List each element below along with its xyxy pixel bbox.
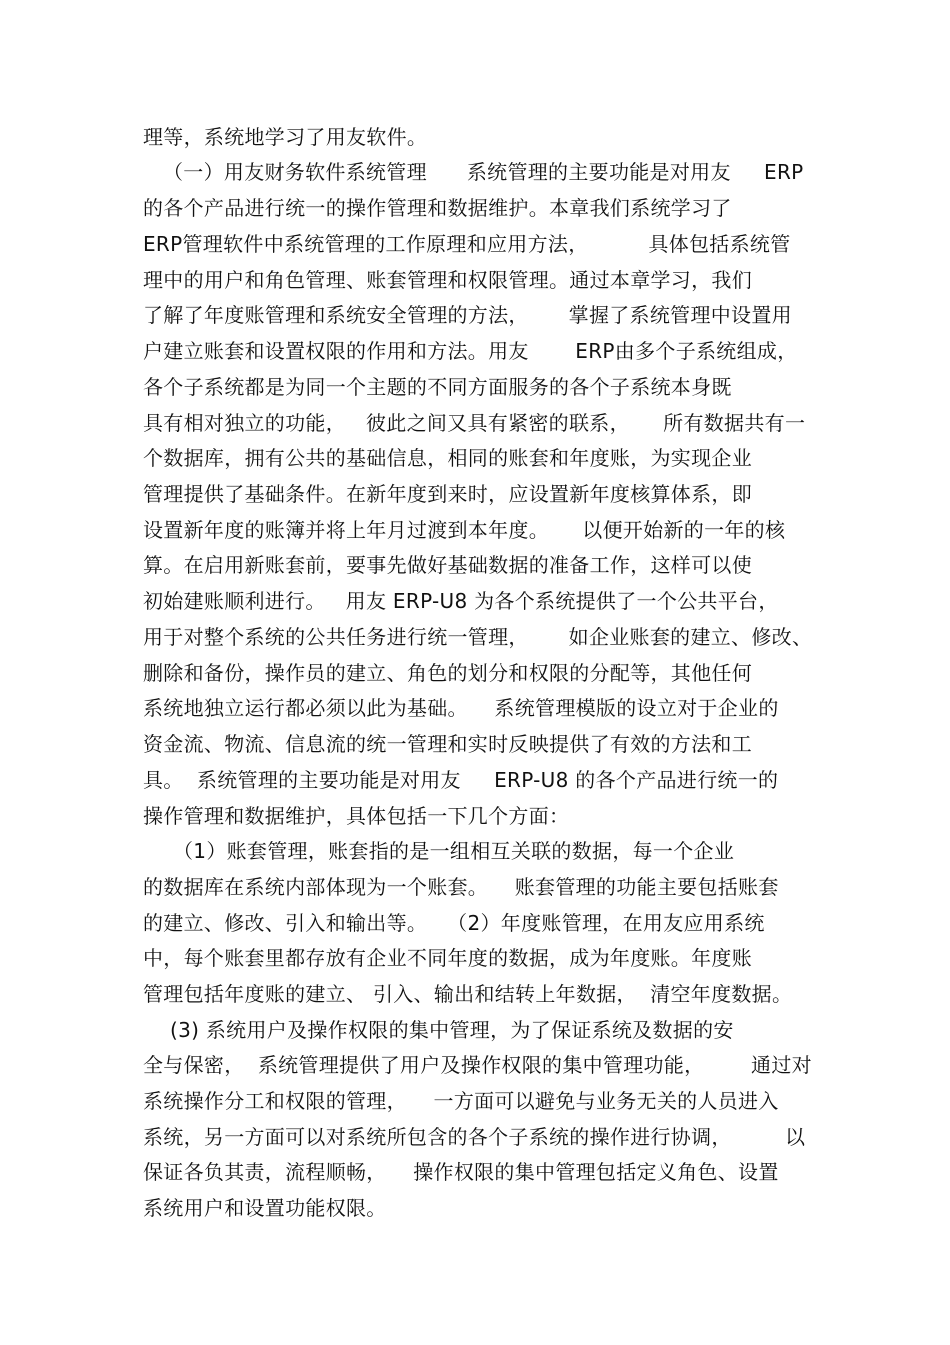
text-line: 的数据库在系统内部体现为一个账套。 账套管理的功能主要包括账套	[143, 875, 779, 899]
text-line: 管理提供了基础条件。在新年度到来时，应设置新年度核算体系，即	[143, 482, 752, 506]
text-line: 管理包括年度账的建立、 引入、输出和结转上年数据， 清空年度数据。	[143, 982, 793, 1006]
text-line: 户建立账套和设置权限的作用和方法。用友 ERP由多个子系统组成，	[143, 339, 798, 363]
text-line: 具。 系统管理的主要功能是对用友 ERP-U8 的各个产品进行统一的	[143, 768, 779, 792]
text-line: 初始建账顺利进行。 用友 ERP-U8 为各个系统提供了一个公共平台，	[143, 589, 779, 613]
text-line: （一）用友财务软件系统管理 系统管理的主要功能是对用友 ERP	[163, 160, 804, 184]
text-line: 具有相对独立的功能， 彼此之间又具有紧密的联系， 所有数据共有一	[143, 411, 806, 435]
text-line: 删除和备份，操作员的建立、角色的划分和权限的分配等，其他任何	[143, 661, 752, 685]
text-line: 了解了年度账管理和系统安全管理的方法， 掌握了系统管理中设置用	[143, 303, 792, 327]
text-line: 中，每个账套里都存放有企业不同年度的数据，成为年度账。年度账	[143, 946, 752, 970]
text-line: 操作管理和数据维护，具体包括一下几个方面：	[143, 804, 570, 828]
text-line: (3) 系统用户及操作权限的集中管理，为了保证系统及数据的安	[170, 1018, 734, 1042]
text-line: 理中的用户和角色管理、账套管理和权限管理。通过本章学习，我们	[143, 268, 752, 292]
text-line: 个数据库，拥有公共的基础信息，相同的账套和年度账，为实现企业	[143, 446, 752, 470]
text-line: 系统地独立运行都必须以此为基础。 系统管理模版的设立对于企业的	[143, 696, 779, 720]
text-line: 全与保密， 系统管理提供了用户及操作权限的集中管理功能， 通过对	[143, 1053, 812, 1077]
text-line: 保证各负其责，流程顺畅， 操作权限的集中管理包括定义角色、设置	[143, 1160, 779, 1184]
text-line: 的建立、修改、引入和输出等。 （2）年度账管理，在用友应用系统	[143, 911, 765, 935]
text-line: 系统用户和设置功能权限。	[143, 1196, 387, 1220]
text-line: 各个子系统都是为同一个主题的不同方面服务的各个子系统本身既	[143, 375, 732, 399]
text-line: （1）账套管理，账套指的是一组相互关联的数据，每一个企业	[173, 839, 735, 863]
text-line: 用于对整个系统的公共任务进行统一管理， 如企业账套的建立、修改、	[143, 625, 813, 649]
text-line: 设置新年度的账簿并将上年月过渡到本年度。 以便开始新的一年的核	[143, 518, 786, 542]
text-line: 算。在启用新账套前，要事先做好基础数据的准备工作，这样可以使	[143, 553, 752, 577]
text-line: 的各个产品进行统一的操作管理和数据维护。本章我们系统学习了	[143, 196, 732, 220]
text-line: ERP管理软件中系统管理的工作原理和应用方法， 具体包括系统管	[143, 232, 791, 256]
text-line: 资金流、物流、信息流的统一管理和实时反映提供了有效的方法和工	[143, 732, 752, 756]
text-line: 理等，系统地学习了用友软件。	[143, 125, 428, 149]
text-line: 系统操作分工和权限的管理， 一方面可以避免与业务无关的人员进入	[143, 1089, 779, 1113]
text-line: 系统，另一方面可以对系统所包含的各个子系统的操作进行协调， 以	[143, 1125, 806, 1149]
